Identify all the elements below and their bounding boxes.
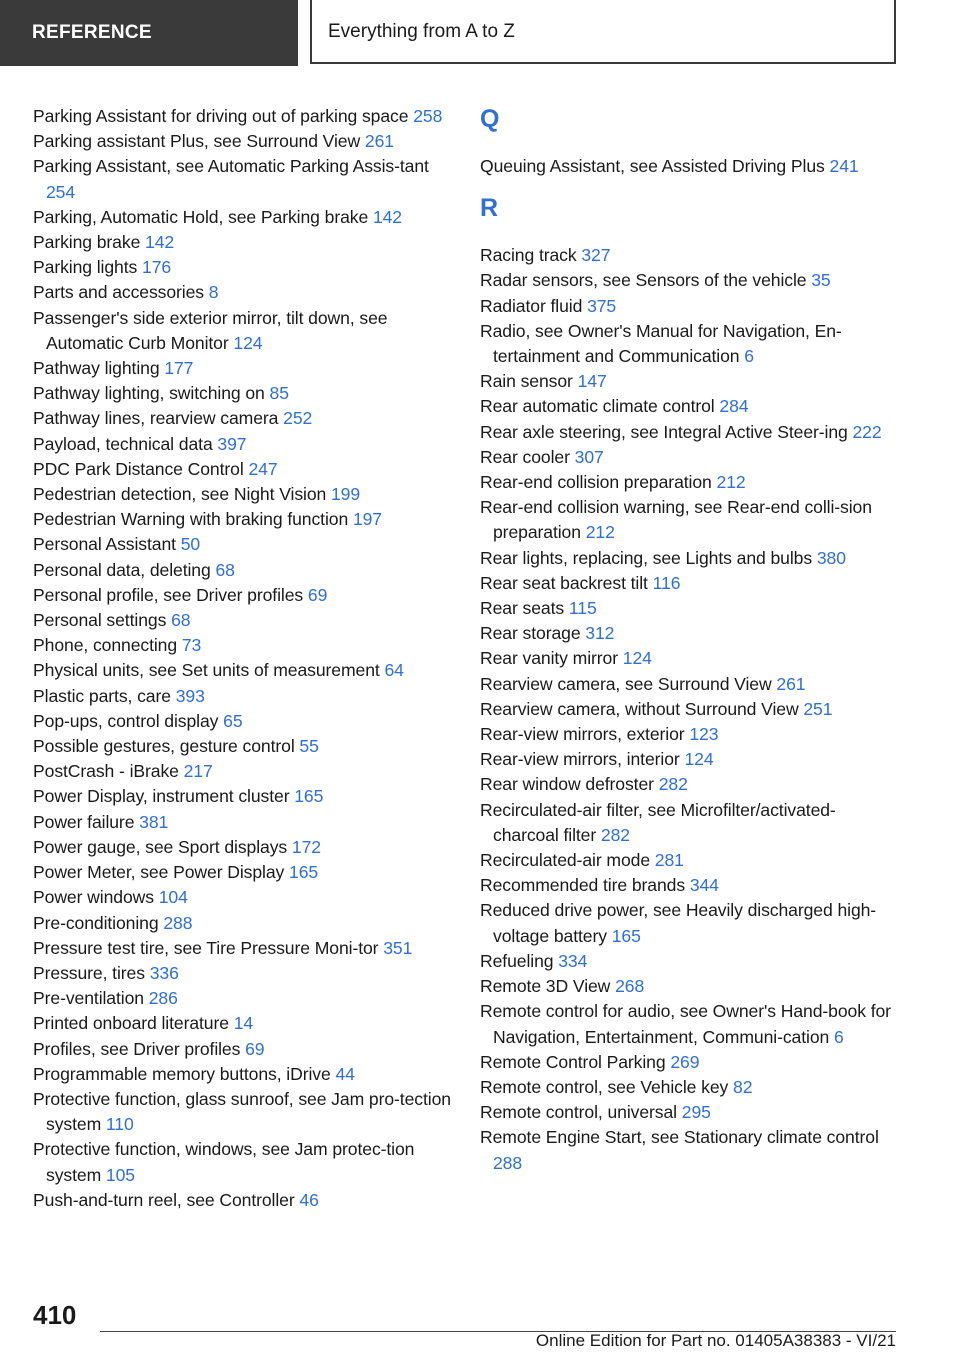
page-link[interactable]: 380	[816, 547, 846, 568]
index-entry	[480, 154, 900, 179]
entry-text: Parking, Automatic Hold, see Parking brake	[33, 206, 373, 227]
entry-text: Pathway lighting	[33, 358, 165, 379]
entry-text: Rear automatic climate control	[480, 396, 720, 417]
page-link[interactable]: 165	[611, 925, 641, 946]
entry-text: PostCrash - iBrake	[33, 761, 184, 782]
entry-text: Pre-ventilation	[33, 988, 149, 1009]
edition-note: Online Edition for Part no. 01405A38383 - VI/21	[535, 1331, 896, 1350]
index-entry	[33, 583, 453, 608]
entry-text: Rear axle steering, see Integral Active Steer-ing	[480, 421, 853, 442]
index-entry	[480, 1100, 900, 1125]
index-letter-heading: R	[480, 194, 499, 223]
page-number: 410	[33, 1300, 77, 1330]
index-entry	[480, 747, 900, 772]
index-entry	[480, 772, 900, 797]
section-gap	[480, 179, 900, 191]
entry-text: Pop-ups, control display	[33, 710, 224, 731]
entry-text: PDC Park Distance Control	[33, 458, 249, 479]
page-link[interactable]: 393	[175, 685, 205, 706]
entry-text: Recirculated-air filter, see Microfilter/activated-charcoal filter	[480, 799, 836, 845]
page-link[interactable]: 288	[163, 912, 193, 933]
entry-text: Pre-conditioning	[33, 912, 164, 933]
page-link[interactable]: 177	[164, 358, 194, 379]
page-link[interactable]: 110	[105, 1114, 134, 1135]
index-entry	[33, 684, 453, 709]
index-entry	[480, 394, 900, 419]
page-link[interactable]: 312	[585, 623, 615, 644]
page-link[interactable]: 252	[283, 408, 313, 429]
page-link[interactable]: 50	[180, 534, 201, 555]
index-entry	[33, 961, 453, 986]
index-entry	[33, 230, 453, 255]
page-link[interactable]: 124	[622, 648, 652, 669]
index-entry	[33, 911, 453, 936]
index-entry	[33, 860, 453, 885]
index-entry	[33, 1137, 453, 1187]
page-link[interactable]: 64	[384, 660, 404, 681]
entry-text: Rear-view mirrors, interior	[480, 749, 685, 770]
index-entry	[33, 709, 453, 734]
page-link[interactable]: 281	[654, 850, 684, 871]
page-link[interactable]: 286	[148, 988, 178, 1009]
page-link[interactable]: 381	[139, 811, 169, 832]
index-entry	[33, 457, 453, 482]
page-link[interactable]: 307	[574, 446, 604, 467]
index-entry	[33, 759, 453, 784]
index-entry	[480, 1075, 900, 1100]
index-entry	[33, 154, 453, 204]
index-entry	[480, 722, 900, 747]
index-entry	[33, 658, 453, 683]
index-entry	[33, 558, 453, 583]
page-link[interactable]: 336	[149, 962, 179, 983]
index-entry	[480, 672, 900, 697]
entry-text: Push-and-turn reel, see Controller	[33, 1189, 300, 1210]
index-entry	[33, 482, 453, 507]
index-entry	[33, 432, 453, 457]
index-entry	[33, 306, 453, 356]
index-entry	[480, 495, 900, 545]
page-link[interactable]: 172	[291, 836, 321, 857]
index-entry	[33, 734, 453, 759]
entry-text: Personal Assistant	[33, 534, 181, 555]
entry-text: Pathway lines, rearview camera	[33, 408, 284, 429]
entry-text: Reduced drive power, see Heavily discharged high-voltage battery	[480, 900, 877, 946]
index-entry	[480, 294, 900, 319]
page-link[interactable]: 8	[208, 282, 219, 303]
entry-text: Pressure, tires	[33, 962, 150, 983]
page-link[interactable]: 6	[834, 1026, 844, 1047]
entry-text: Profiles, see Driver profiles	[33, 1038, 246, 1059]
entry-text: Power failure	[33, 811, 140, 832]
entry-text: Power Meter, see Power Display	[33, 862, 290, 883]
entry-text: Parking assistant Plus, see Surround View	[33, 131, 365, 152]
page-link[interactable]: 258	[413, 106, 443, 126]
entry-text: Power gauge, see Sport displays	[33, 836, 292, 857]
entry-text: Remote control for audio, see Owner's Hand-book for Navigation, Entertainment, Communi-cation	[480, 1001, 891, 1047]
entry-text: Parking brake	[33, 232, 146, 253]
page-link[interactable]: 68	[215, 559, 235, 580]
index-entry	[480, 319, 900, 369]
page-link[interactable]: 85	[269, 383, 289, 404]
index-entry	[480, 898, 900, 948]
entry-text: Personal profile, see Driver profiles	[33, 584, 308, 605]
page-link[interactable]: 261	[364, 131, 394, 152]
index-column-right	[480, 102, 900, 1176]
page-link[interactable]: 334	[558, 950, 588, 971]
page-header	[0, 0, 960, 66]
page-link[interactable]: 46	[299, 1189, 319, 1210]
page-link[interactable]: 197	[352, 509, 382, 530]
page-link[interactable]: 282	[658, 774, 688, 795]
entry-text: Power windows	[33, 887, 159, 908]
page-link[interactable]: 142	[372, 206, 402, 227]
entry-text: Rear-view mirrors, exterior	[480, 724, 690, 745]
entry-text: Remote control, universal	[480, 1102, 682, 1123]
index-entry	[33, 255, 453, 280]
index-entry	[33, 986, 453, 1011]
index-entry	[33, 1037, 453, 1062]
entry-text: Recommended tire brands	[480, 875, 690, 896]
index-entry	[33, 280, 453, 305]
index-entry	[33, 1011, 453, 1036]
page-link[interactable]: 65	[223, 710, 243, 731]
entry-text: Pathway lighting, switching on	[33, 383, 270, 404]
index-entry	[33, 129, 453, 154]
index-entry	[33, 1188, 453, 1213]
page-link[interactable]: 104	[158, 887, 188, 908]
page-link[interactable]: 241	[829, 156, 859, 176]
entry-text: Radiator fluid	[480, 295, 588, 316]
page-link[interactable]: 14	[233, 1013, 254, 1034]
index-entry	[33, 936, 453, 961]
index-entry	[33, 406, 453, 431]
page-link[interactable]: 261	[776, 673, 806, 694]
index-entry	[480, 369, 900, 394]
index-entry	[33, 885, 453, 910]
page-link[interactable]: 351	[383, 937, 413, 958]
entry-text: Protective function, glass sunroof, see Jam pro-tection system	[33, 1088, 451, 1135]
index-entry	[480, 621, 900, 646]
page-link[interactable]: 82	[733, 1076, 753, 1097]
page-link[interactable]: 397	[217, 433, 247, 454]
page-link[interactable]: 344	[689, 875, 719, 896]
page-link[interactable]: 165	[289, 862, 319, 883]
entry-text: Pressure test tire, see Tire Pressure Moni-tor	[33, 937, 384, 958]
entry-text: Parts and accessories	[33, 282, 209, 303]
index-entry	[480, 420, 900, 445]
entry-text: Rearview camera, see Surround View	[480, 673, 777, 694]
entry-text: Rear-end collision warning, see Rear-end colli-sion preparation	[480, 497, 872, 543]
index-entry	[480, 546, 900, 571]
page-link[interactable]: 105	[105, 1164, 135, 1185]
page-link[interactable]: 165	[294, 786, 324, 807]
index-entry	[33, 205, 453, 230]
entry-text: Rear-end collision preparation	[480, 472, 717, 493]
entry-text: Rear vanity mirror	[480, 648, 623, 669]
page-link[interactable]: 254	[46, 181, 76, 202]
page-link[interactable]: 251	[803, 698, 833, 719]
page-link[interactable]: 115	[568, 598, 597, 619]
entry-text: Remote Control Parking	[480, 1051, 671, 1072]
entry-text: Remote control, see Vehicle key	[480, 1076, 734, 1097]
page-link[interactable]: 68	[171, 610, 191, 631]
entry-text: Possible gestures, gesture control	[33, 736, 300, 757]
index-entry	[480, 1050, 900, 1075]
page-link[interactable]: 295	[681, 1102, 711, 1123]
index-entry	[480, 974, 900, 999]
index-entry	[33, 1087, 453, 1137]
entry-text: Recirculated-air mode	[480, 850, 655, 871]
entry-text: Pedestrian detection, see Night Vision	[33, 484, 331, 505]
index-entry	[480, 243, 900, 268]
index-entry	[480, 697, 900, 722]
entry-text: Personal data, deleting	[33, 559, 216, 580]
page-link[interactable]: 124	[684, 749, 714, 770]
page-link[interactable]: 199	[331, 484, 361, 505]
index-entry	[33, 532, 453, 557]
page-link[interactable]: 55	[299, 736, 319, 757]
index-entry	[33, 633, 453, 658]
entry-text: Phone, connecting	[33, 635, 182, 656]
page-link[interactable]: 247	[248, 458, 278, 479]
page-link[interactable]: 69	[307, 584, 328, 605]
index-entry	[480, 999, 900, 1049]
entry-text: Parking lights	[33, 257, 143, 278]
chapter-title: Everything from A to Z	[310, 0, 896, 64]
entry-text: Rear cooler	[480, 446, 575, 467]
entry-text: Queuing Assistant, see Assisted Driving Plus	[480, 156, 830, 176]
entry-text: Personal settings	[33, 610, 172, 631]
entry-text: Rear window defroster	[480, 774, 659, 795]
entry-text: Radio, see Owner's Manual for Navigation, En-tertainment and Communication	[480, 320, 842, 367]
page-link[interactable]: 269	[670, 1051, 700, 1072]
entry-text: Power Display, instrument cluster	[33, 786, 295, 807]
index-entry	[33, 1062, 453, 1087]
page-link[interactable]: 116	[652, 572, 681, 593]
index-entry	[33, 810, 453, 835]
index-entry	[480, 949, 900, 974]
entry-text: Rain sensor	[480, 371, 578, 392]
page-link[interactable]: 268	[615, 976, 645, 997]
section-tab: REFERENCE	[0, 0, 298, 66]
entry-text: Remote 3D View	[480, 976, 616, 997]
index-entry	[480, 873, 900, 898]
index-entry	[33, 507, 453, 532]
entry-text: Rear seats	[480, 598, 569, 619]
page-link[interactable]: 212	[716, 472, 746, 493]
page-link[interactable]: 212	[585, 522, 615, 543]
entry-text: Rear seat backrest tilt	[480, 572, 653, 593]
page-link[interactable]: 147	[577, 371, 607, 392]
entry-text: Racing track	[480, 245, 582, 266]
index-entry	[480, 848, 900, 873]
page-link[interactable]: 6	[744, 346, 754, 367]
index-entry	[480, 646, 900, 671]
page-link[interactable]: 35	[811, 270, 831, 291]
page-link[interactable]: 327	[581, 245, 611, 266]
page-link[interactable]: 176	[142, 257, 172, 278]
entry-text: Remote Engine Start, see Stationary climate control	[480, 1127, 879, 1148]
entry-text: Rear lights, replacing, see Lights and bulbs	[480, 547, 817, 568]
page-link[interactable]: 142	[145, 232, 175, 253]
index-entry	[480, 445, 900, 470]
index-column-left	[33, 104, 453, 1213]
page-link[interactable]: 282	[600, 824, 630, 845]
index-letter-heading: Q	[480, 105, 500, 133]
page-link[interactable]: 222	[852, 421, 882, 442]
entry-text: Programmable memory buttons, iDrive	[33, 1063, 336, 1084]
page-link[interactable]: 44	[335, 1063, 355, 1084]
page-link[interactable]: 288	[493, 1152, 523, 1173]
entry-text: Protective function, windows, see Jam protec-tion system	[33, 1139, 415, 1185]
page-link[interactable]: 123	[689, 724, 719, 745]
entry-text: Refueling	[480, 950, 559, 971]
index-entry	[33, 356, 453, 381]
index-entry	[33, 381, 453, 406]
entry-text: Rear storage	[480, 623, 586, 644]
entry-text: Parking Assistant for driving out of parking space	[33, 106, 414, 126]
entry-text: Printed onboard literature	[33, 1013, 234, 1034]
index-entry	[33, 784, 453, 809]
page-link[interactable]: 124	[233, 332, 263, 353]
page-link[interactable]: 375	[587, 295, 617, 316]
page-link[interactable]: 69	[245, 1038, 265, 1059]
page-link[interactable]: 217	[183, 761, 213, 782]
entry-text: Radar sensors, see Sensors of the vehicle	[480, 270, 812, 291]
entry-text: Plastic parts, care	[33, 685, 176, 706]
index-entry	[480, 268, 900, 293]
entry-text: Pedestrian Warning with braking function	[33, 509, 353, 530]
index-entry	[480, 1125, 900, 1175]
index-entry	[480, 470, 900, 495]
page-link[interactable]: 73	[181, 635, 202, 656]
entry-text: Passenger's side exterior mirror, tilt down, see Automatic Curb Monitor	[33, 307, 388, 353]
entry-text: Payload, technical data	[33, 433, 218, 454]
index-entry	[480, 798, 900, 848]
page-link[interactable]: 284	[719, 396, 749, 417]
index-entry	[33, 104, 453, 129]
index-entry	[480, 596, 900, 621]
entry-text: Parking Assistant, see Automatic Parking Assis-tant	[33, 156, 429, 177]
entry-text: Physical units, see Set units of measurement	[33, 660, 385, 681]
entry-text: Rearview camera, without Surround View	[480, 698, 804, 719]
index-entry	[480, 571, 900, 596]
index-entry	[33, 835, 453, 860]
index-entry	[33, 608, 453, 633]
